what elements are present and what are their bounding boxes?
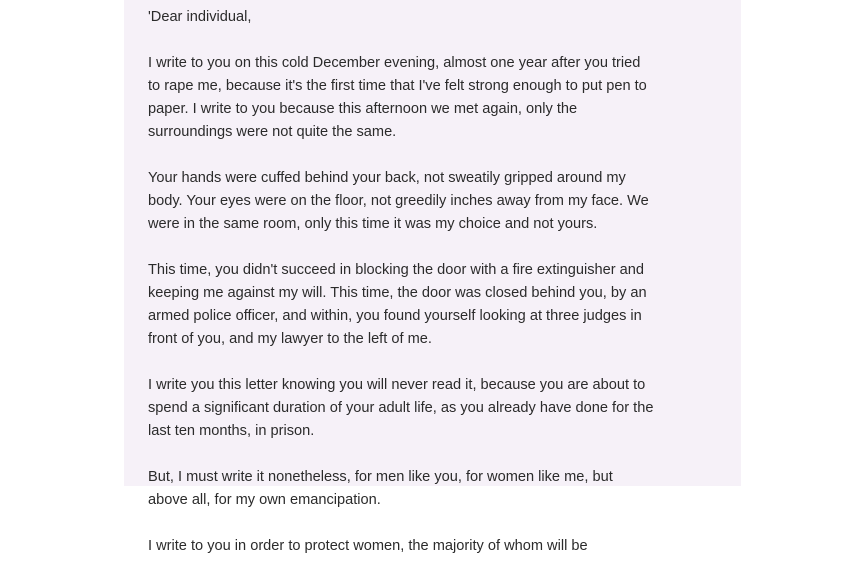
- text-line: body. Your eyes were on the floor, not greedily inches away from my face. We: [148, 193, 649, 209]
- text-line: paper. I write to you because this afternoon we met again, only the: [148, 101, 578, 117]
- text-line: Your hands were cuffed behind your back, not sweatily gripped around my: [148, 170, 626, 186]
- letter-body: [148, 6, 728, 569]
- text-line: I write to you in order to protect women, the majority of whom will be: [148, 538, 588, 554]
- paragraph-2: [148, 167, 728, 236]
- text-line: above all, for my own emancipation.: [148, 492, 381, 508]
- text-line: armed police officer, and within, you found yourself looking at three judges in: [148, 308, 642, 324]
- letter-panel: [124, 0, 741, 554]
- text-line: keeping me against my will. This time, the door was closed behind you, by an: [148, 285, 647, 301]
- text-line: spend a significant duration of your adult life, as you already have done for the: [148, 400, 654, 416]
- text-line: But, I must write it nonetheless, for men like you, for women like me, but: [148, 469, 613, 485]
- text-line: I write to you on this cold December evening, almost one year after you tried: [148, 55, 641, 71]
- paragraph-3: [148, 259, 728, 351]
- salutation: 'Dear individual,: [148, 9, 252, 25]
- paragraph-1: [148, 52, 728, 144]
- paragraph-4: [148, 374, 728, 443]
- text-line: last ten months, in prison.: [148, 423, 315, 439]
- text-line: I write you this letter knowing you will never read it, because you are about to: [148, 377, 646, 393]
- text-line: were in the same room, only this time it was my choice and not yours.: [148, 216, 598, 232]
- paragraph-5: [148, 466, 728, 512]
- text-line: front of you, and my lawyer to the left of me.: [148, 331, 432, 347]
- text-line: surroundings were not quite the same.: [148, 124, 397, 140]
- text-line: to rape me, because it's the first time that I've felt strong enough to put pen to: [148, 78, 647, 94]
- paragraph-6-partial: [148, 535, 728, 554]
- text-line: This time, you didn't succeed in blocking the door with a fire extinguisher and: [148, 262, 645, 278]
